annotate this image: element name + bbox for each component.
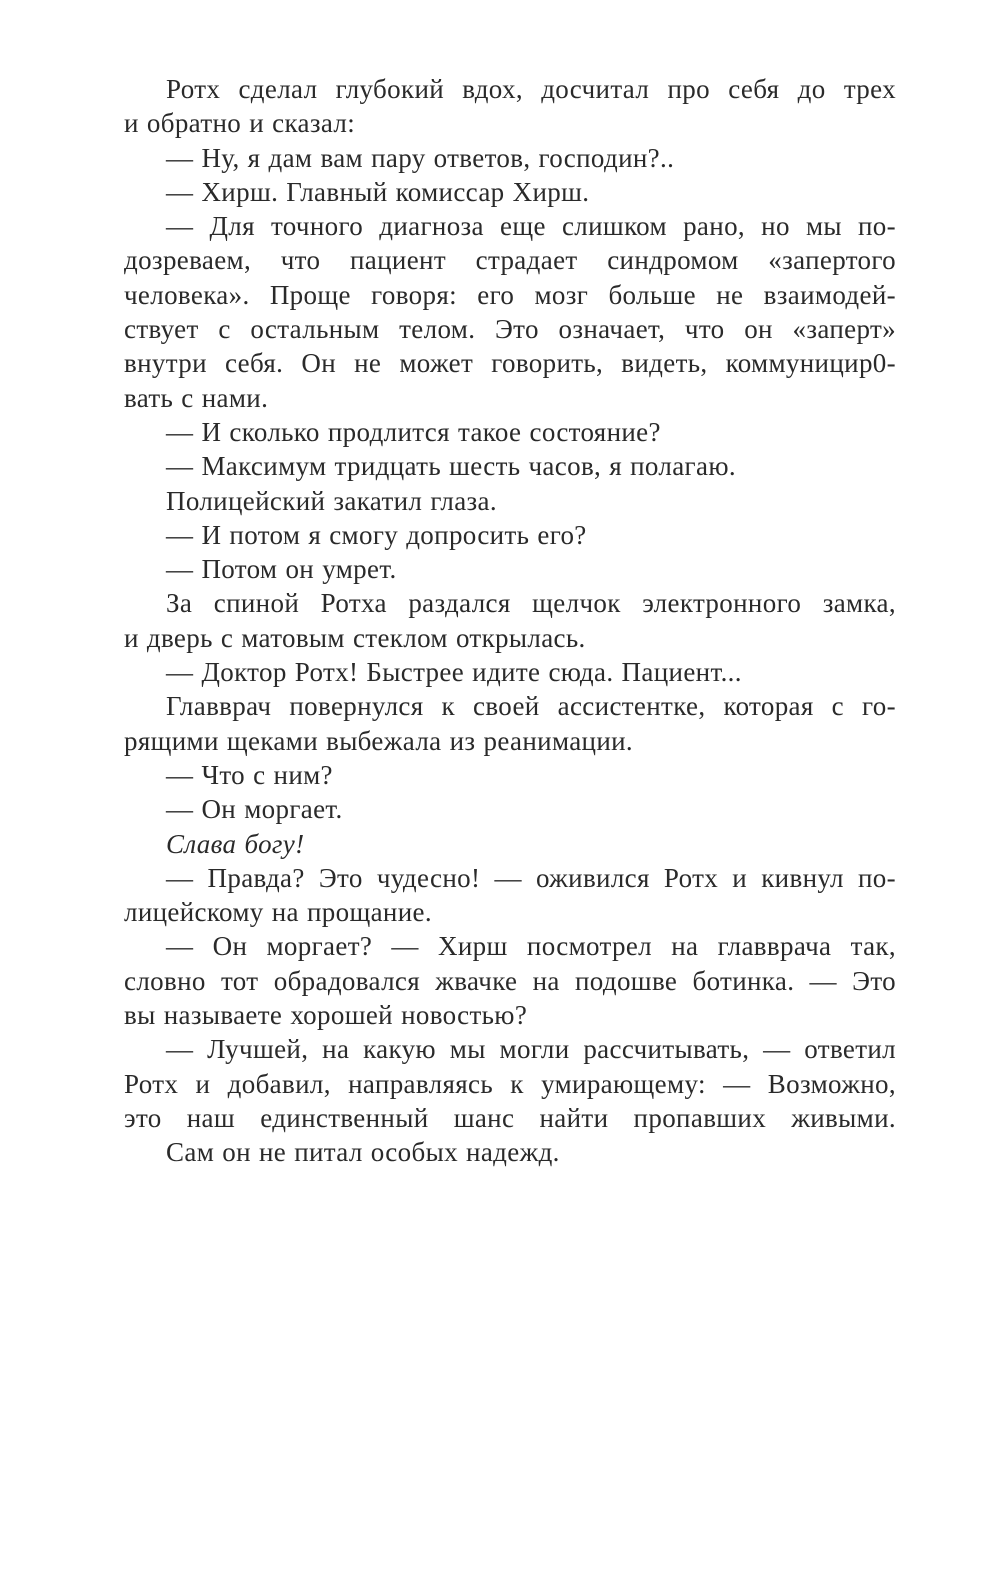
- text-line: и дверь с матовым стеклом открылась.: [124, 622, 586, 653]
- text-line: — Хирш. Главный комиссар Хирш.: [166, 176, 590, 207]
- text-line: дозреваем, что пациент страдает синдромом «запертого: [124, 245, 896, 276]
- text-line: — Для точного диагноза еще слишком рано, но мы по-: [166, 211, 896, 242]
- text-line: Ротх и добавил, направляясь к умирающему: — Возможно,: [124, 1068, 896, 1099]
- text-line: — Максимум тридцать шесть часов, я полагаю.: [166, 451, 736, 482]
- text-line: ствует с остальным телом. Это означает, что он «заперт»: [124, 314, 896, 345]
- text-line: Полицейский закатил глаза.: [166, 485, 497, 516]
- page-text: [124, 72, 896, 1170]
- text-line: Ротх сделал глубокий вдох, досчитал про себя до трех: [166, 74, 896, 104]
- text-line: Сам он не питал особых надежд.: [166, 1137, 560, 1168]
- text-line: Главврач повернулся к своей ассистентке, которая с го-: [166, 691, 896, 722]
- text-line: — И сколько продлится такое состояние?: [166, 416, 661, 447]
- text-line: лицейскому на прощание.: [124, 897, 432, 928]
- text-line: — Лучшей, на какую мы могли рассчитывать, — ответил: [166, 1034, 896, 1065]
- text-line: За спиной Ротха раздался щелчок электронного замка,: [166, 588, 896, 619]
- text-line: вы называете хорошей новостью?: [124, 1000, 528, 1031]
- text-line: — Он моргает? — Хирш посмотрел на главврача так,: [166, 931, 896, 962]
- text-line: это наш единственный шанс найти пропавших живыми.: [124, 1102, 896, 1133]
- text-line: — И потом я смогу допросить его?: [166, 519, 587, 550]
- text-line: — Доктор Ротх! Быстрее идите сюда. Пациент...: [166, 657, 742, 688]
- text-line: рящими щеками выбежала из реанимации.: [124, 725, 634, 756]
- text-line: — Он моргает.: [166, 794, 343, 825]
- text-line: — Что с ним?: [166, 759, 333, 790]
- text-line: словно тот обрадовался жвачке на подошве ботинка. — Это: [124, 965, 896, 996]
- text-line: — Потом он умрет.: [166, 554, 397, 585]
- text-line: внутри себя. Он не может говорить, видеть, коммуницир0-: [124, 348, 896, 379]
- italic-text-line: Слава богу!: [166, 828, 305, 859]
- text-line: человека». Проще говоря: его мозг больше не взаимодей-: [124, 279, 896, 310]
- text-line: — Правда? Это чудесно! — оживился Ротх и кивнул по-: [166, 862, 896, 893]
- text-line: и обратно и сказал:: [124, 108, 356, 139]
- text-line: — Ну, я дам вам пару ответов, господин?..: [166, 142, 675, 173]
- text-line: вать с нами.: [124, 382, 269, 413]
